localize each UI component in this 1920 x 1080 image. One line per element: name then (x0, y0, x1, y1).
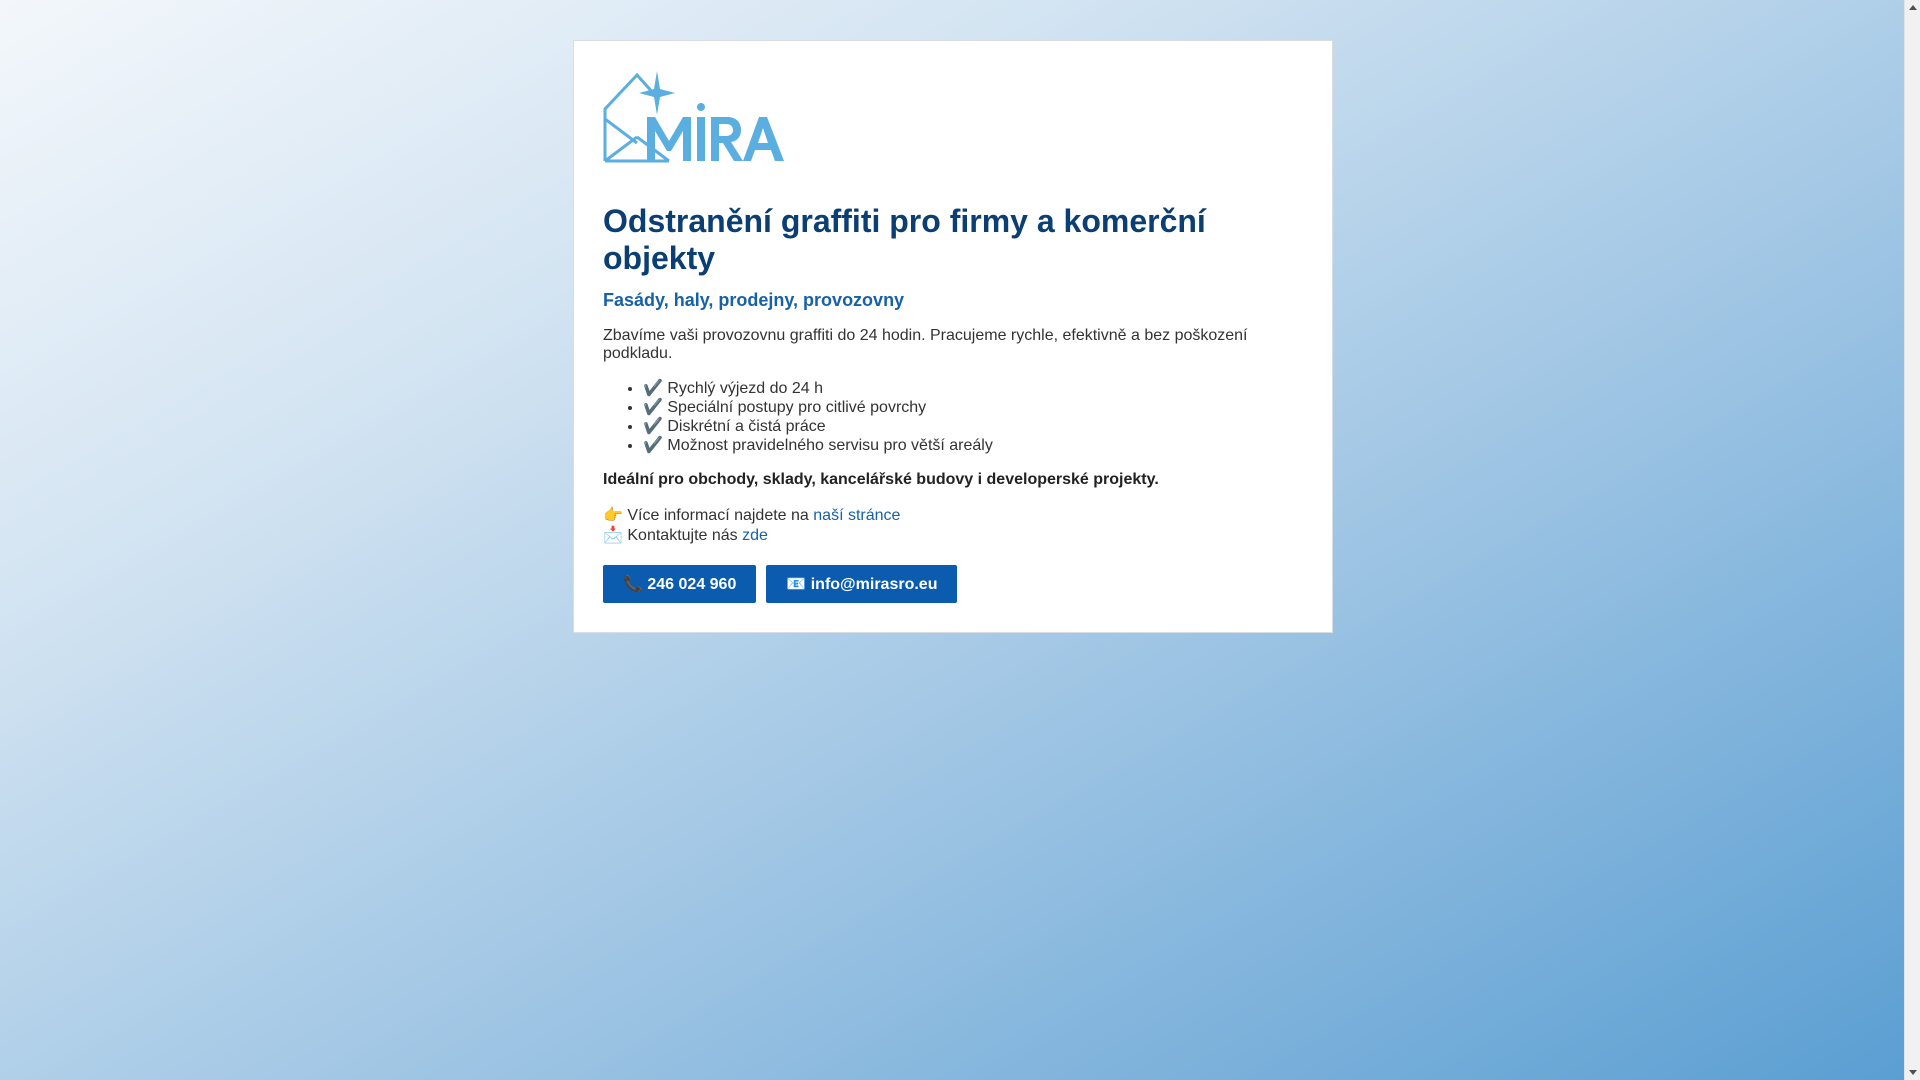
phone-number: 246 024 960 (647, 576, 737, 593)
feature-item: • ✔️ Rychlý výjezd do 24 h (643, 379, 1303, 398)
page-subtitle: Fasády, haly, prodejny, provozovny (603, 290, 905, 310)
page-title: Odstranění graffiti pro firmy a komerční objekty (603, 203, 1206, 276)
phone-icon: 📞 (623, 574, 643, 593)
feature-item: • ✔️ Speciální postupy pro citlivé povrchy (643, 398, 1303, 417)
ideal-for-text: Ideální pro obchody, sklady, kancelářské budovy i developerské projekty. (603, 471, 1159, 488)
info-block (603, 505, 1303, 545)
scroll-down-icon[interactable] (1909, 1070, 1917, 1075)
contact-text: Kontaktujte nás (627, 527, 738, 544)
feature-item: • ✔️ Možnost pravidelného servisu pro větší areály (643, 436, 1303, 455)
content-card (573, 40, 1333, 633)
contact-line (603, 525, 1303, 545)
pointing-hand-icon: 👉 (603, 505, 623, 524)
contact-buttons (603, 565, 1303, 603)
feature-list (603, 379, 1303, 455)
more-info-line (603, 505, 1303, 525)
mira-logo (603, 71, 785, 163)
scroll-up-icon[interactable] (1909, 5, 1917, 10)
our-page-link[interactable]: naší stránce (813, 507, 901, 524)
feature-item: • ✔️ Diskrétní a čistá práce (643, 417, 1303, 436)
email-button[interactable] (766, 565, 957, 603)
email-icon: 📧 (786, 574, 807, 593)
envelope-arrow-icon: 📩 (603, 525, 623, 544)
contact-here-link[interactable]: zde (742, 527, 768, 544)
vertical-scrollbar[interactable] (1904, 0, 1920, 1080)
intro-text: Zbavíme vaši provozovnu graffiti do 24 hodin. Pracujeme rychle, efektivně a bez poškození podkladu. (603, 327, 1248, 362)
phone-button[interactable] (603, 565, 756, 603)
email-address: info@mirasro.eu (810, 576, 938, 593)
more-info-text: Více informací najdete na (627, 507, 809, 524)
